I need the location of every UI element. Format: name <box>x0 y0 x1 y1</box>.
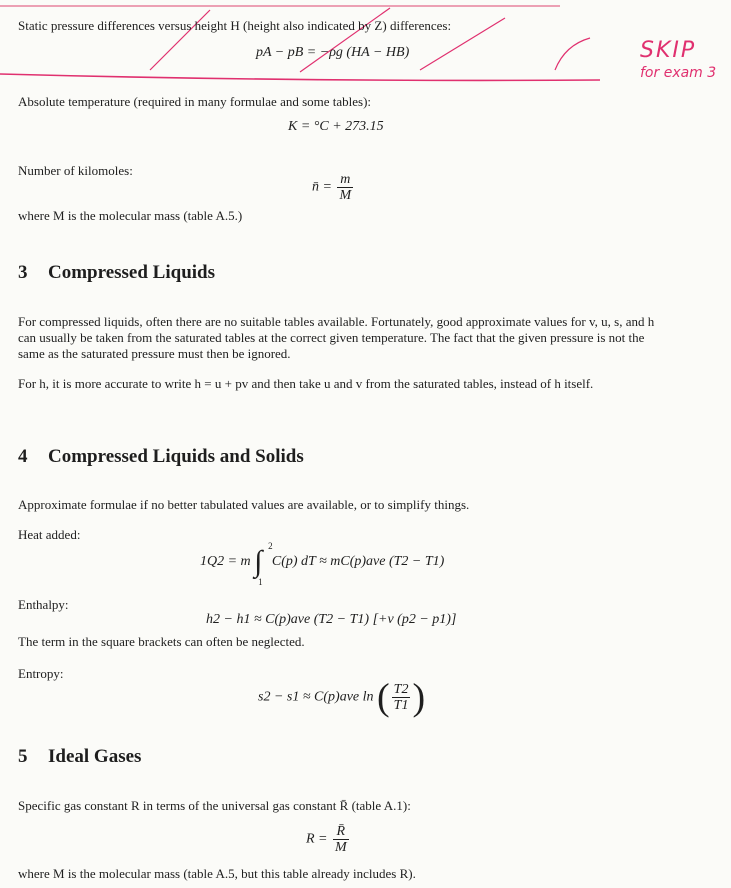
entropy-numerator: T2 <box>393 682 409 697</box>
section-4-title: Compressed Liquids and Solids <box>48 446 304 467</box>
annotation-line-1: SKIP <box>640 38 697 63</box>
right-paren: ) <box>412 676 426 719</box>
section-3-title: Compressed Liquids <box>48 262 216 283</box>
section-5-heading <box>18 746 141 768</box>
gas-constant-denominator: M <box>335 840 347 855</box>
gas-constant-equation <box>306 824 351 855</box>
enthalpy-label: Enthalpy: <box>18 597 69 612</box>
kilomoles-denominator: M <box>339 188 352 203</box>
enthalpy-equation: h2 − h1 ≈ C(p)ave (T2 − T1) [+v (p2 − p1)] <box>206 612 457 627</box>
section-5-title: Ideal Gases <box>48 746 142 767</box>
section-4-number: 4 <box>18 446 28 467</box>
heat-lhs: 1Q2 = m <box>200 554 251 570</box>
heat-label: Heat added: <box>18 527 81 542</box>
entropy-fraction <box>392 682 411 713</box>
heat-equation <box>200 541 445 587</box>
heat-rhs: C(p) dT ≈ mC(p)ave (T2 − T1) <box>271 554 445 570</box>
section-3-number: 3 <box>18 262 28 283</box>
integral-lower-limit: 1 <box>258 577 263 587</box>
static-pressure-text: Static pressure differences versus height H (height also indicated by Z) differences: <box>18 18 452 33</box>
gas-constant-fraction <box>333 824 349 855</box>
kilomoles-numerator: m <box>337 172 353 188</box>
kilomoles-text: Number of kilomoles: <box>18 163 133 178</box>
section-5-number: 5 <box>18 746 28 767</box>
section-5-where-text: where M is the molecular mass (table A.5, but this table already includes R). <box>18 866 416 881</box>
bracket-note: The term in the square brackets can often be neglected. <box>18 634 305 649</box>
absolute-temperature-text: Absolute temperature (required in many formulae and some tables): <box>18 94 372 109</box>
kilomoles-lhs: n̄ = <box>312 179 332 195</box>
section-3-heading <box>18 262 215 284</box>
section-4-intro: Approximate formulae if no better tabulated values are available, or to simplify things. <box>18 497 470 512</box>
section-3-paragraph-2: For h, it is more accurate to write h = u + pv and then take u and v from the saturated tables, instead of h itself. <box>18 376 594 391</box>
gas-constant-lhs: R = <box>306 831 328 847</box>
kilomoles-equation <box>312 172 355 203</box>
gas-constant-numerator: R̄ <box>333 824 349 840</box>
absolute-temperature-equation: K = °C + 273.15 <box>288 119 384 134</box>
left-paren: ( <box>377 676 390 719</box>
section-3-paragraph-1: For compressed liquids, often there are no suitable tables available. Fortunately, good approximate values for v, u, s, and h can usually be taken from the saturated tables at the correct given temperature. The fact that the given pressure is not the same as the saturated pressure must then be ignored. <box>18 314 655 361</box>
handwritten-annotation <box>640 38 716 81</box>
entropy-denominator: T1 <box>393 698 409 713</box>
entropy-lhs: s2 − s1 ≈ C(p)ave ln <box>258 689 374 705</box>
integral-sign: ∫ 2 1 <box>254 541 273 587</box>
section-5-text: Specific gas constant R in terms of the universal gas constant R̄ (table A.1): <box>18 798 411 813</box>
integral-upper-limit: 2 <box>268 541 273 551</box>
kilomoles-fraction <box>337 172 353 203</box>
section-4-heading <box>18 446 304 468</box>
entropy-equation <box>258 676 426 719</box>
entropy-label: Entropy: <box>18 666 64 681</box>
annotation-line-2: for exam 3 <box>640 65 717 81</box>
kilomoles-where-text: where M is the molecular mass (table A.5.) <box>18 208 243 223</box>
static-pressure-equation: pA − pB = −ρg (HA − HB) <box>256 45 410 60</box>
